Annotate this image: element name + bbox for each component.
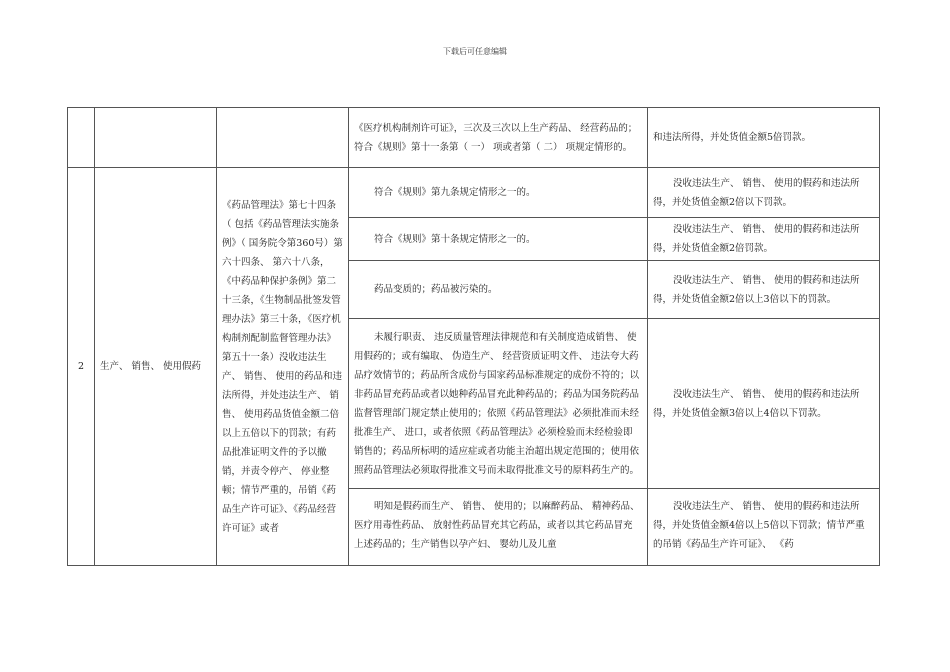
penalty-cell: 没收违法生产、 销售、 使用的假药和违法所得，并处货值金额2倍以下罚款。 <box>648 168 880 218</box>
illegal-behavior: 生产、 销售、 使用假药 <box>95 168 217 566</box>
penalty-standards-table <box>67 107 880 566</box>
condition-cell: 明知是假药而生产、 销售、 使用的；以麻醉药品、 精神药品、 医疗用毒性药品、 放射性药品冒充其它药品，或者以其它药品冒充上述药品的；生产销售以孕产妇、 婴幼儿及儿童 <box>349 489 648 566</box>
penalty-cell: 和违法所得，并处货值金额5倍罚款。 <box>648 108 880 168</box>
condition-cell: 符合《规则》第九条规定情形之一的。 <box>349 168 648 218</box>
item-number: 2 <box>68 168 95 566</box>
penalty-cell: 没收违法生产、 销售、 使用的假药和违法所得，并处货值金额3倍以上4倍以下罚款。 <box>648 319 880 489</box>
condition-cell: 《医疗机构制剂许可证》，三次及三次以上生产药品、 经营药品的；符合《规则》第十一条第（ 一） 项或者第（ 二） 项规定情形的。 <box>349 108 648 168</box>
penalty-cell: 没收违法生产、 销售、 使用的假药和违法所得，并处货值金额2倍以上3倍以下的罚款。 <box>648 261 880 319</box>
number-cell <box>68 108 95 168</box>
penalty-cell: 没收违法生产、 销售、 使用的假药和违法所得，并处货值金额2倍罚款。 <box>648 218 880 261</box>
condition-cell: 未履行职责、 违反质量管理法律规范和有关制度造成销售、 使用假药的；或有编取、 伪造生产、 经营资质证明文件、 违法夸大药品疗效情节的；药品所含成份与国家药品标准规定的成份不符的；以非药品冒充药品或者以她种药品冒充此种药品的；药品为国务院药品监督管理部门规定禁止使用的；依照《药品管理法》必须批准而未经批准生产、 进口，或者依照《药品管理法》必须检验而未经检验即销售的；药品所标明的适应症或者功能主治超出规定范围的；使用依照药品管理法必须取得批准文号而未取得批准文号的原料药生产的。 <box>349 319 648 489</box>
page-header: 下载后可任意编辑 <box>443 47 507 56</box>
penalty-cell: 没收违法生产、 销售、 使用的假药和违法所得，并处货值金额4倍以上5倍以下罚款；情节严重的吊销《药品生产许可证》、 《药 <box>648 489 880 566</box>
table-row <box>68 168 880 218</box>
legal-basis: 《药品管理法》第七十四条（ 包括《药品管理法实施条例》（ 国务院令第360号）第六十四条、 第六十八条，《中药品种保护条例》第二十三条，《生物制品批签发管理办法》第三十条，《医疗机构制剂配制监督管理办法》第五十一条）没收违法生产、 销售、 使用的药品和违法所得，并处违法生产、 销售、 使用药品货值金额二倍以上五倍以下的罚款；有药品批准证明文件的予以撤销，并责令停产、 停业整顿；情节严重的，吊销《药品生产许可证》、《药品经营许可证》或者 <box>217 168 349 566</box>
condition-cell: 药品变质的；药品被污染的。 <box>349 261 648 319</box>
condition-cell: 符合《规则》第十条规定情形之一的。 <box>349 218 648 261</box>
table-row <box>68 108 880 168</box>
basis-cell <box>217 108 349 168</box>
behavior-cell <box>95 108 217 168</box>
